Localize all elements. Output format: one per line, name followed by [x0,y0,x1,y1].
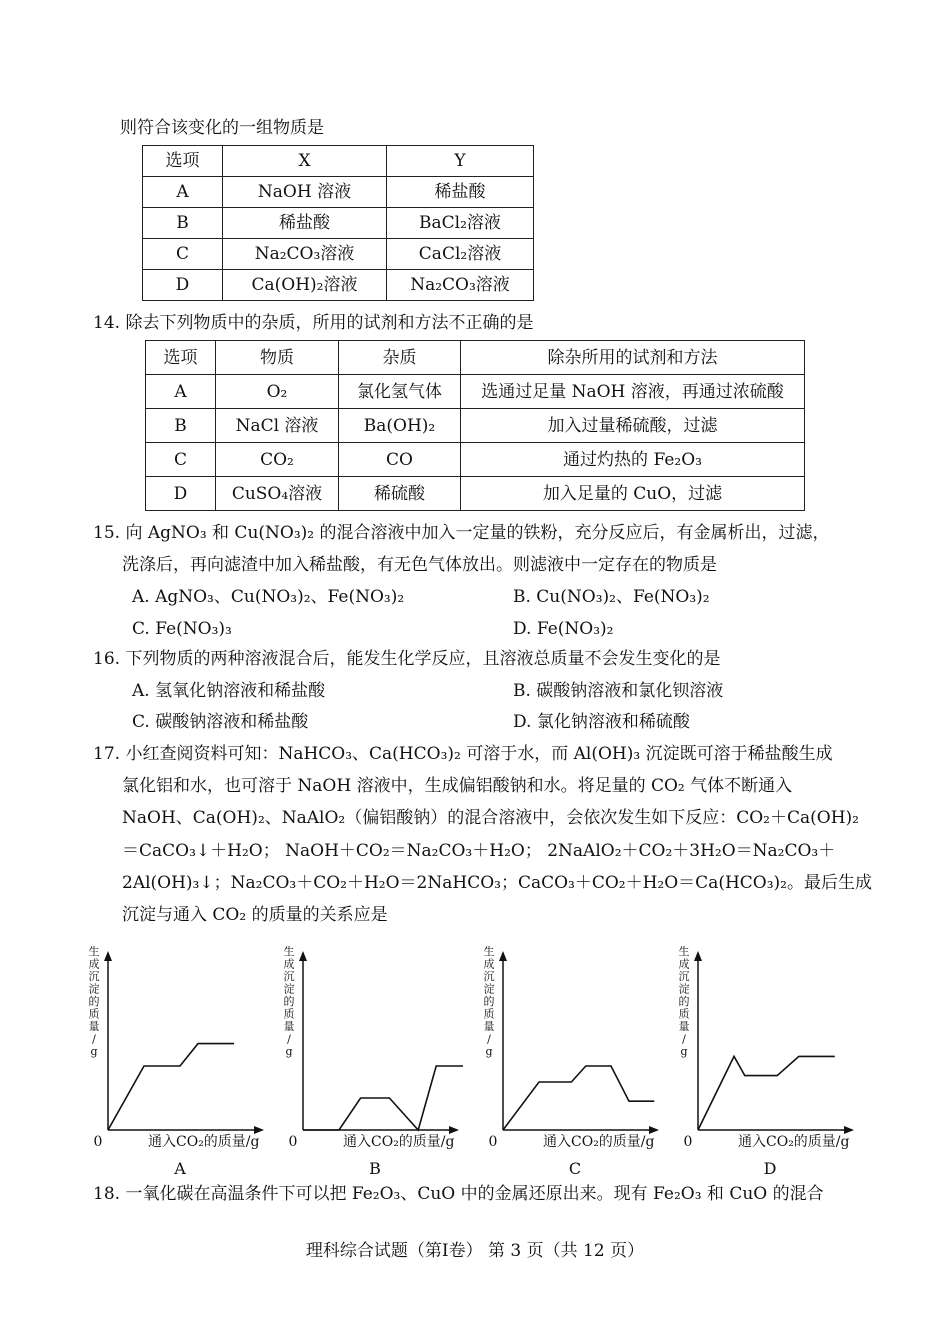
table-row [143,177,534,208]
origin-label: 0 [488,1134,498,1150]
table-header-cell: 杂质 [339,341,461,375]
chart-option-label: B [369,1159,381,1178]
series-line [303,1066,463,1130]
table-header-row [146,341,805,375]
y-axis-label: 生成沉淀的质量/ g [483,945,495,1058]
origin-label: 0 [288,1134,298,1150]
q17-line-3: NaOH、Ca(OH)₂、NaAlO₂（偏铝酸钠）的混合溶液中，会依次发生如下反应：CO₂＋Ca(OH)₂ [122,808,859,828]
y-axis-label: 生成沉淀的质量/ g [283,945,295,1058]
table-cell: B [143,208,223,239]
table-cell: O₂ [216,375,339,409]
x-axis-arrow-icon [649,1126,659,1134]
table-cell: B [146,409,216,443]
table-row [146,409,805,443]
q16-option-c: C. 碳酸钠溶液和稀盐酸 [132,712,309,732]
x-axis-label: 通入CO₂的质量/g [738,1134,850,1150]
chart-c [483,945,663,1185]
series-line [108,1044,234,1130]
table-row [143,208,534,239]
table-cell: 稀盐酸 [387,177,534,208]
q15-line-1: 15. 向 AgNO₃ 和 Cu(NO₃)₂ 的混合溶液中加入一定量的铁粉，充分反应后，有金属析出，过滤， [93,523,830,543]
table-cell: A [143,177,223,208]
chart-b [283,945,463,1185]
table-cell: 稀盐酸 [223,208,387,239]
q17-line-6: 沉淀与通入 CO₂ 的质量的关系应是 [122,905,388,925]
chart-svg [88,945,268,1180]
chart-svg [678,945,858,1180]
chart-a [88,945,268,1185]
x-axis-arrow-icon [844,1126,854,1134]
table-cell: CuSO₄溶液 [216,477,339,511]
table-header-cell: Y [387,146,534,177]
origin-label: 0 [93,1134,103,1150]
x-axis-label: 通入CO₂的质量/g [148,1134,260,1150]
y-axis-label: 生成沉淀的质量/ g [88,945,100,1058]
page-footer: 理科综合试题（第Ⅰ卷） 第 3 页（共 12 页） [305,1241,645,1261]
table-cell: A [146,375,216,409]
series-line [503,1066,654,1130]
q14-stem: 14. 除去下列物质中的杂质，所用的试剂和方法不正确的是 [93,313,534,333]
q15-line-2: 洗涤后，再向滤渣中加入稀盐酸，有无色气体放出。则滤液中一定存在的物质是 [122,555,717,575]
q13-tail: 则符合该变化的一组物质是 [120,118,324,138]
chart-option-label: A [174,1159,186,1178]
table-cell: C [143,239,223,270]
table-cell: NaOH 溶液 [223,177,387,208]
table-row [146,443,805,477]
q17-line-1: 17. 小红查阅资料可知：NaHCO₃、Ca(HCO₃)₂ 可溶于水，而 Al(OH)₃ 沉淀既可溶于稀盐酸生成 [93,744,833,764]
chart-option-label: D [763,1159,777,1178]
table-cell: 加入足量的 CuO，过滤 [461,477,805,511]
q16-option-b: B. 碳酸钠溶液和氯化钡溶液 [513,681,724,701]
chart-svg [483,945,663,1180]
q18-stem: 18. 一氧化碳在高温条件下可以把 Fe₂O₃、CuO 中的金属还原出来。现有 Fe₂O₃ 和 CuO 的混合 [93,1184,824,1204]
x-axis-arrow-icon [254,1126,264,1134]
table-header-cell: 选项 [146,341,216,375]
table-header-cell: 选项 [143,146,223,177]
origin-label: 0 [683,1134,693,1150]
q15-option-b: B. Cu(NO₃)₂、Fe(NO₃)₂ [513,587,710,607]
table-cell: Ca(OH)₂溶液 [223,270,387,301]
y-axis-arrow-icon [299,951,307,961]
y-axis-label: 生成沉淀的质量/ g [678,945,690,1058]
chart-svg [283,945,463,1180]
table-header-cell: X [223,146,387,177]
chart-option-label: C [568,1159,582,1178]
table-header-cell: 除杂所用的试剂和方法 [461,341,805,375]
x-axis-arrow-icon [449,1126,459,1134]
table-cell: CaCl₂溶液 [387,239,534,270]
table-row [143,270,534,301]
table-cell: Na₂CO₃溶液 [223,239,387,270]
table-cell: 加入过量稀硫酸，过滤 [461,409,805,443]
q14-table [145,340,805,511]
y-axis-arrow-icon [104,951,112,961]
table-header-cell: 物质 [216,341,339,375]
q15-option-a: A. AgNO₃、Cu(NO₃)₂、Fe(NO₃)₂ [132,587,405,607]
q15-option-d: D. Fe(NO₃)₂ [513,619,614,639]
table-cell: C [146,443,216,477]
table-cell: D [146,477,216,511]
table-cell: 选通过足量 NaOH 溶液，再通过浓硫酸 [461,375,805,409]
q15-option-c: C. Fe(NO₃)₃ [132,619,232,639]
q17-line-2: 氯化铝和水，也可溶于 NaOH 溶液中，生成偏铝酸钠和水。将足量的 CO₂ 气体不断通入 [122,776,793,796]
q16-option-d: D. 氯化钠溶液和稀硫酸 [513,712,690,732]
q16-option-a: A. 氢氧化钠溶液和稀盐酸 [132,681,326,701]
table-cell: Ba(OH)₂ [339,409,461,443]
y-axis-arrow-icon [694,951,702,961]
table-cell: CO [339,443,461,477]
table-cell: NaCl 溶液 [216,409,339,443]
table-row [146,375,805,409]
table-cell: Na₂CO₃溶液 [387,270,534,301]
table-cell: 氯化氢气体 [339,375,461,409]
table-cell: 通过灼热的 Fe₂O₃ [461,443,805,477]
q16-stem: 16. 下列物质的两种溶液混合后，能发生化学反应，且溶液总质量不会发生变化的是 [93,649,721,669]
table-cell: CO₂ [216,443,339,477]
table-cell: BaCl₂溶液 [387,208,534,239]
table-row [143,239,534,270]
table-cell: D [143,270,223,301]
y-axis-arrow-icon [499,951,507,961]
table-row [146,477,805,511]
x-axis-label: 通入CO₂的质量/g [543,1134,655,1150]
x-axis-label: 通入CO₂的质量/g [343,1134,455,1150]
q13-table [142,145,534,301]
q17-line-4: ＝CaCO₃↓＋H₂O； NaOH＋CO₂＝Na₂CO₃＋H₂O； 2NaAlO₂＋CO₂＋3H₂O＝Na₂CO₃＋ [122,841,836,861]
series-line [698,1056,835,1130]
table-header-row [143,146,534,177]
chart-d [678,945,858,1185]
table-cell: 稀硫酸 [339,477,461,511]
q17-line-5: 2Al(OH)₃↓；Na₂CO₃＋CO₂＋H₂O＝2NaHCO₃；CaCO₃＋CO₂＋H₂O＝Ca(HCO₃)₂。最后生成 [122,873,872,893]
